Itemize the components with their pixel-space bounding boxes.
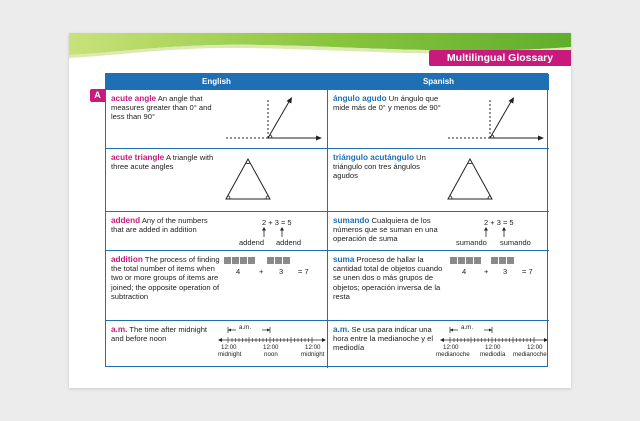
entry-definition: Un triángulo con tres ángulos agudos [333,153,426,181]
entry-term: addend [111,216,141,225]
time-name-midnight: midnight [301,351,325,358]
time-label: 12:00 [485,344,501,351]
entry-term: acute triangle [111,153,165,162]
addend-label-right: addend [276,238,302,247]
addend-label-right: sumando [500,238,531,247]
time-name-midnight: midnight [218,351,242,358]
entry-definition: An angle that measures greater than 0° and less than 90° [111,94,212,122]
addition-result: = 7 [298,267,309,276]
entry-term: a.m. [111,325,128,334]
entry-term: suma [333,255,355,264]
addend-equation: 2 + 3 = 5 [262,218,292,227]
glossary-entry-acute-angle-es [328,90,549,148]
glossary-title: Multilingual Glossary [429,50,571,66]
glossary-entry-acute-triangle-en [106,149,327,211]
entry-definition: Un ángulo que mide más de 0° y menos de 90° [333,94,441,113]
entry-term: triángulo acutángulo [333,153,414,162]
time-label: 12:00 [263,344,279,351]
time-name-midnight: medianoche [513,351,547,358]
english-column-header: English [106,74,327,89]
addend-label-left: sumando [456,238,487,247]
glossary-entry-addend-en [106,212,327,250]
count-block [224,257,231,264]
time-name-noon: mediodía [480,351,506,358]
addend-arrows [256,226,306,238]
addend-arrows [478,226,528,238]
acute-angle-figure [446,94,546,144]
glossary-entry-am-es [328,321,549,367]
entry-term: acute angle [111,94,157,103]
time-name-midnight: medianoche [436,351,470,358]
section-letter: A [90,89,105,102]
entry-definition: Proceso de hallar la cantidad total de objetos cuando se unen dos o más grupos de objetos; operación inversa de la resta [333,255,443,301]
count-block [466,257,473,264]
count-block [232,257,239,264]
entry-definition: A triangle with three acute angles [111,153,214,172]
entry-term: ángulo agudo [333,94,387,103]
count-block [283,257,290,264]
time-label: 12:00 [305,344,321,351]
addition-result: = 7 [522,267,533,276]
addition-number-a: 4 [462,267,467,276]
entry-term: addition [111,255,143,264]
time-label: 12:00 [221,344,237,351]
entry-term: sumando [333,216,370,225]
entry-term: a.m. [333,325,350,334]
count-block [248,257,255,264]
acute-triangle-figure [440,155,500,205]
entry-definition: The process of finding the total number of items when two or more groups of items are joined; the opposite operation of subtraction [111,255,220,301]
glossary-entry-acute-triangle-es [328,149,549,211]
acute-angle-figure [224,94,324,144]
entry-definition: Se usa para indicar una hora entre la medianoche y el mediodía [333,325,434,353]
count-block [458,257,465,264]
glossary-page [69,33,571,388]
glossary-entry-addition-en [106,251,327,320]
count-block [491,257,498,264]
count-block [499,257,506,264]
glossary-entry-am-en [106,321,327,367]
addition-plus: + [259,267,264,276]
entry-definition: Any of the numbers that are added in addition [111,216,208,235]
count-block [275,257,282,264]
glossary-table [105,73,548,367]
addend-label-left: addend [239,238,265,247]
glossary-entry-addend-es [328,212,549,250]
count-block [240,257,247,264]
addition-number-b: 3 [279,267,284,276]
time-name-noon: noon [264,351,278,358]
addition-plus: + [484,267,489,276]
am-bracket-label: a.m. [239,324,252,331]
spanish-column-header: Spanish [328,74,549,89]
count-block [450,257,457,264]
time-label: 12:00 [527,344,543,351]
entry-definition: Cualquiera de los números que se suman en una operación de suma [333,216,438,244]
count-block [507,257,514,264]
count-block [267,257,274,264]
acute-triangle-figure [218,155,278,205]
addend-equation: 2 + 3 = 5 [484,218,514,227]
glossary-entry-acute-angle-en [106,90,327,148]
addition-number-a: 4 [236,267,241,276]
count-block [474,257,481,264]
time-label: 12:00 [443,344,459,351]
addition-number-b: 3 [503,267,508,276]
entry-definition: The time after midnight and before noon [111,325,208,344]
am-bracket-label: a.m. [461,324,474,331]
glossary-entry-addition-es [328,251,549,320]
